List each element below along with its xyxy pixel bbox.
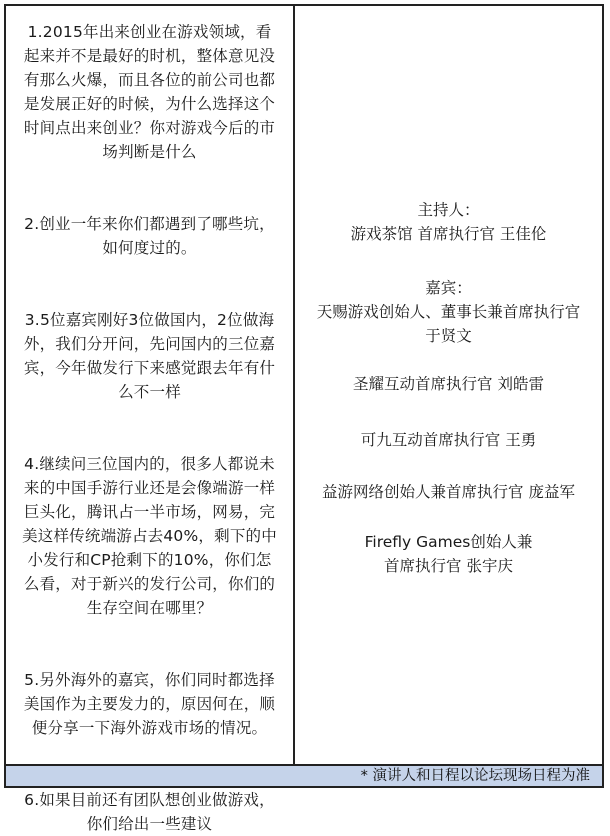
question-1-line: 是发展正好的时候，为什么选择这个 (23, 95, 276, 113)
question-5-line: 美国作为主要发力的，原因何在，顺 (23, 695, 276, 713)
question-3-line: 外，我们分开问，先问国内的三位嘉 (23, 335, 276, 353)
question-4-line: 4.继续问三位国内的，很多人都说未 (24, 455, 275, 473)
guest-1-name: 于贤文 (425, 327, 472, 345)
host-block (295, 198, 602, 246)
guest-5-name: 首席执行官 张宇庆 (384, 557, 513, 575)
question-5-line: 便分享一下海外游戏市场的情况。 (31, 719, 268, 737)
question-1-line: 起来并不是最好的时机，整体意见没 (23, 47, 276, 65)
host-name: 游戏茶馆 首席执行官 王佳伦 (350, 225, 547, 243)
question-4-line: 么看，对于新兴的发行公司，你们的 (23, 575, 276, 593)
footer-note: * 演讲人和日程以论坛现场日程为准 (6, 764, 602, 786)
question-4-line: 巨头化，腾讯占一半市场，网易，完 (23, 503, 276, 521)
agenda-table (4, 4, 604, 833)
question-3-line: 3.5位嘉宾刚好3位做国内，2位做海 (24, 311, 275, 329)
question-6-line: 6.如果目前还有团队想创业做游戏， (24, 791, 275, 809)
question-4-line: 小发行和CP抢剩下的10%，你们怎 (27, 551, 272, 569)
question-5-line: 5.另外海外的嘉宾，你们同时都选择 (24, 671, 275, 689)
question-1-line: 时间点出来创业？你对游戏今后的市 (23, 119, 276, 137)
question-1 (18, 20, 281, 164)
guests-label: 嘉宾： (425, 279, 472, 297)
questions-column (6, 6, 295, 833)
question-3 (18, 308, 281, 404)
guest-2 (295, 372, 602, 396)
question-3-line: 么不一样 (118, 383, 181, 401)
guest-3-title: 可九互动首席执行官 王勇 (360, 431, 537, 449)
question-2-line: 如何度过的。 (102, 239, 197, 257)
question-6 (18, 788, 281, 836)
question-6-line: 你们给出一些建议 (86, 815, 213, 833)
guest-2-title: 圣耀互动首席执行官 刘皓雷 (353, 375, 544, 393)
guest-4-title: 益游网络创始人兼首席执行官 庞益军 (322, 483, 575, 501)
question-4-line: 来的中国手游行业还是会像端游一样 (23, 479, 276, 497)
guest-4 (295, 480, 602, 504)
guest-1-title: 天赐游戏创始人、董事长兼首席执行官 (316, 303, 581, 321)
question-4-line: 美这样传统端游占去40%，剩下的中 (22, 527, 277, 545)
question-1-line: 有那么火爆，而且各位的前公司也都 (23, 71, 276, 89)
question-4-line: 生存空间在哪里？ (86, 599, 213, 617)
question-4 (18, 452, 281, 620)
host-label: 主持人： (417, 201, 480, 219)
speakers-column (295, 6, 602, 764)
question-1-line: 场判断是什么 (102, 143, 197, 161)
question-3-line: 宾，今年做发行下来感觉跟去年有什 (23, 359, 276, 377)
guests-block (295, 276, 602, 348)
question-5 (18, 668, 281, 740)
guest-5 (295, 530, 602, 578)
question-2 (18, 212, 281, 260)
question-1-line: 1.2015年出来创业在游戏领域，看 (27, 23, 272, 41)
question-2-line: 2.创业一年来你们都遇到了哪些坑， (24, 215, 275, 233)
guest-5-title: Firefly Games创始人兼 (364, 533, 533, 551)
guest-3 (295, 428, 602, 452)
